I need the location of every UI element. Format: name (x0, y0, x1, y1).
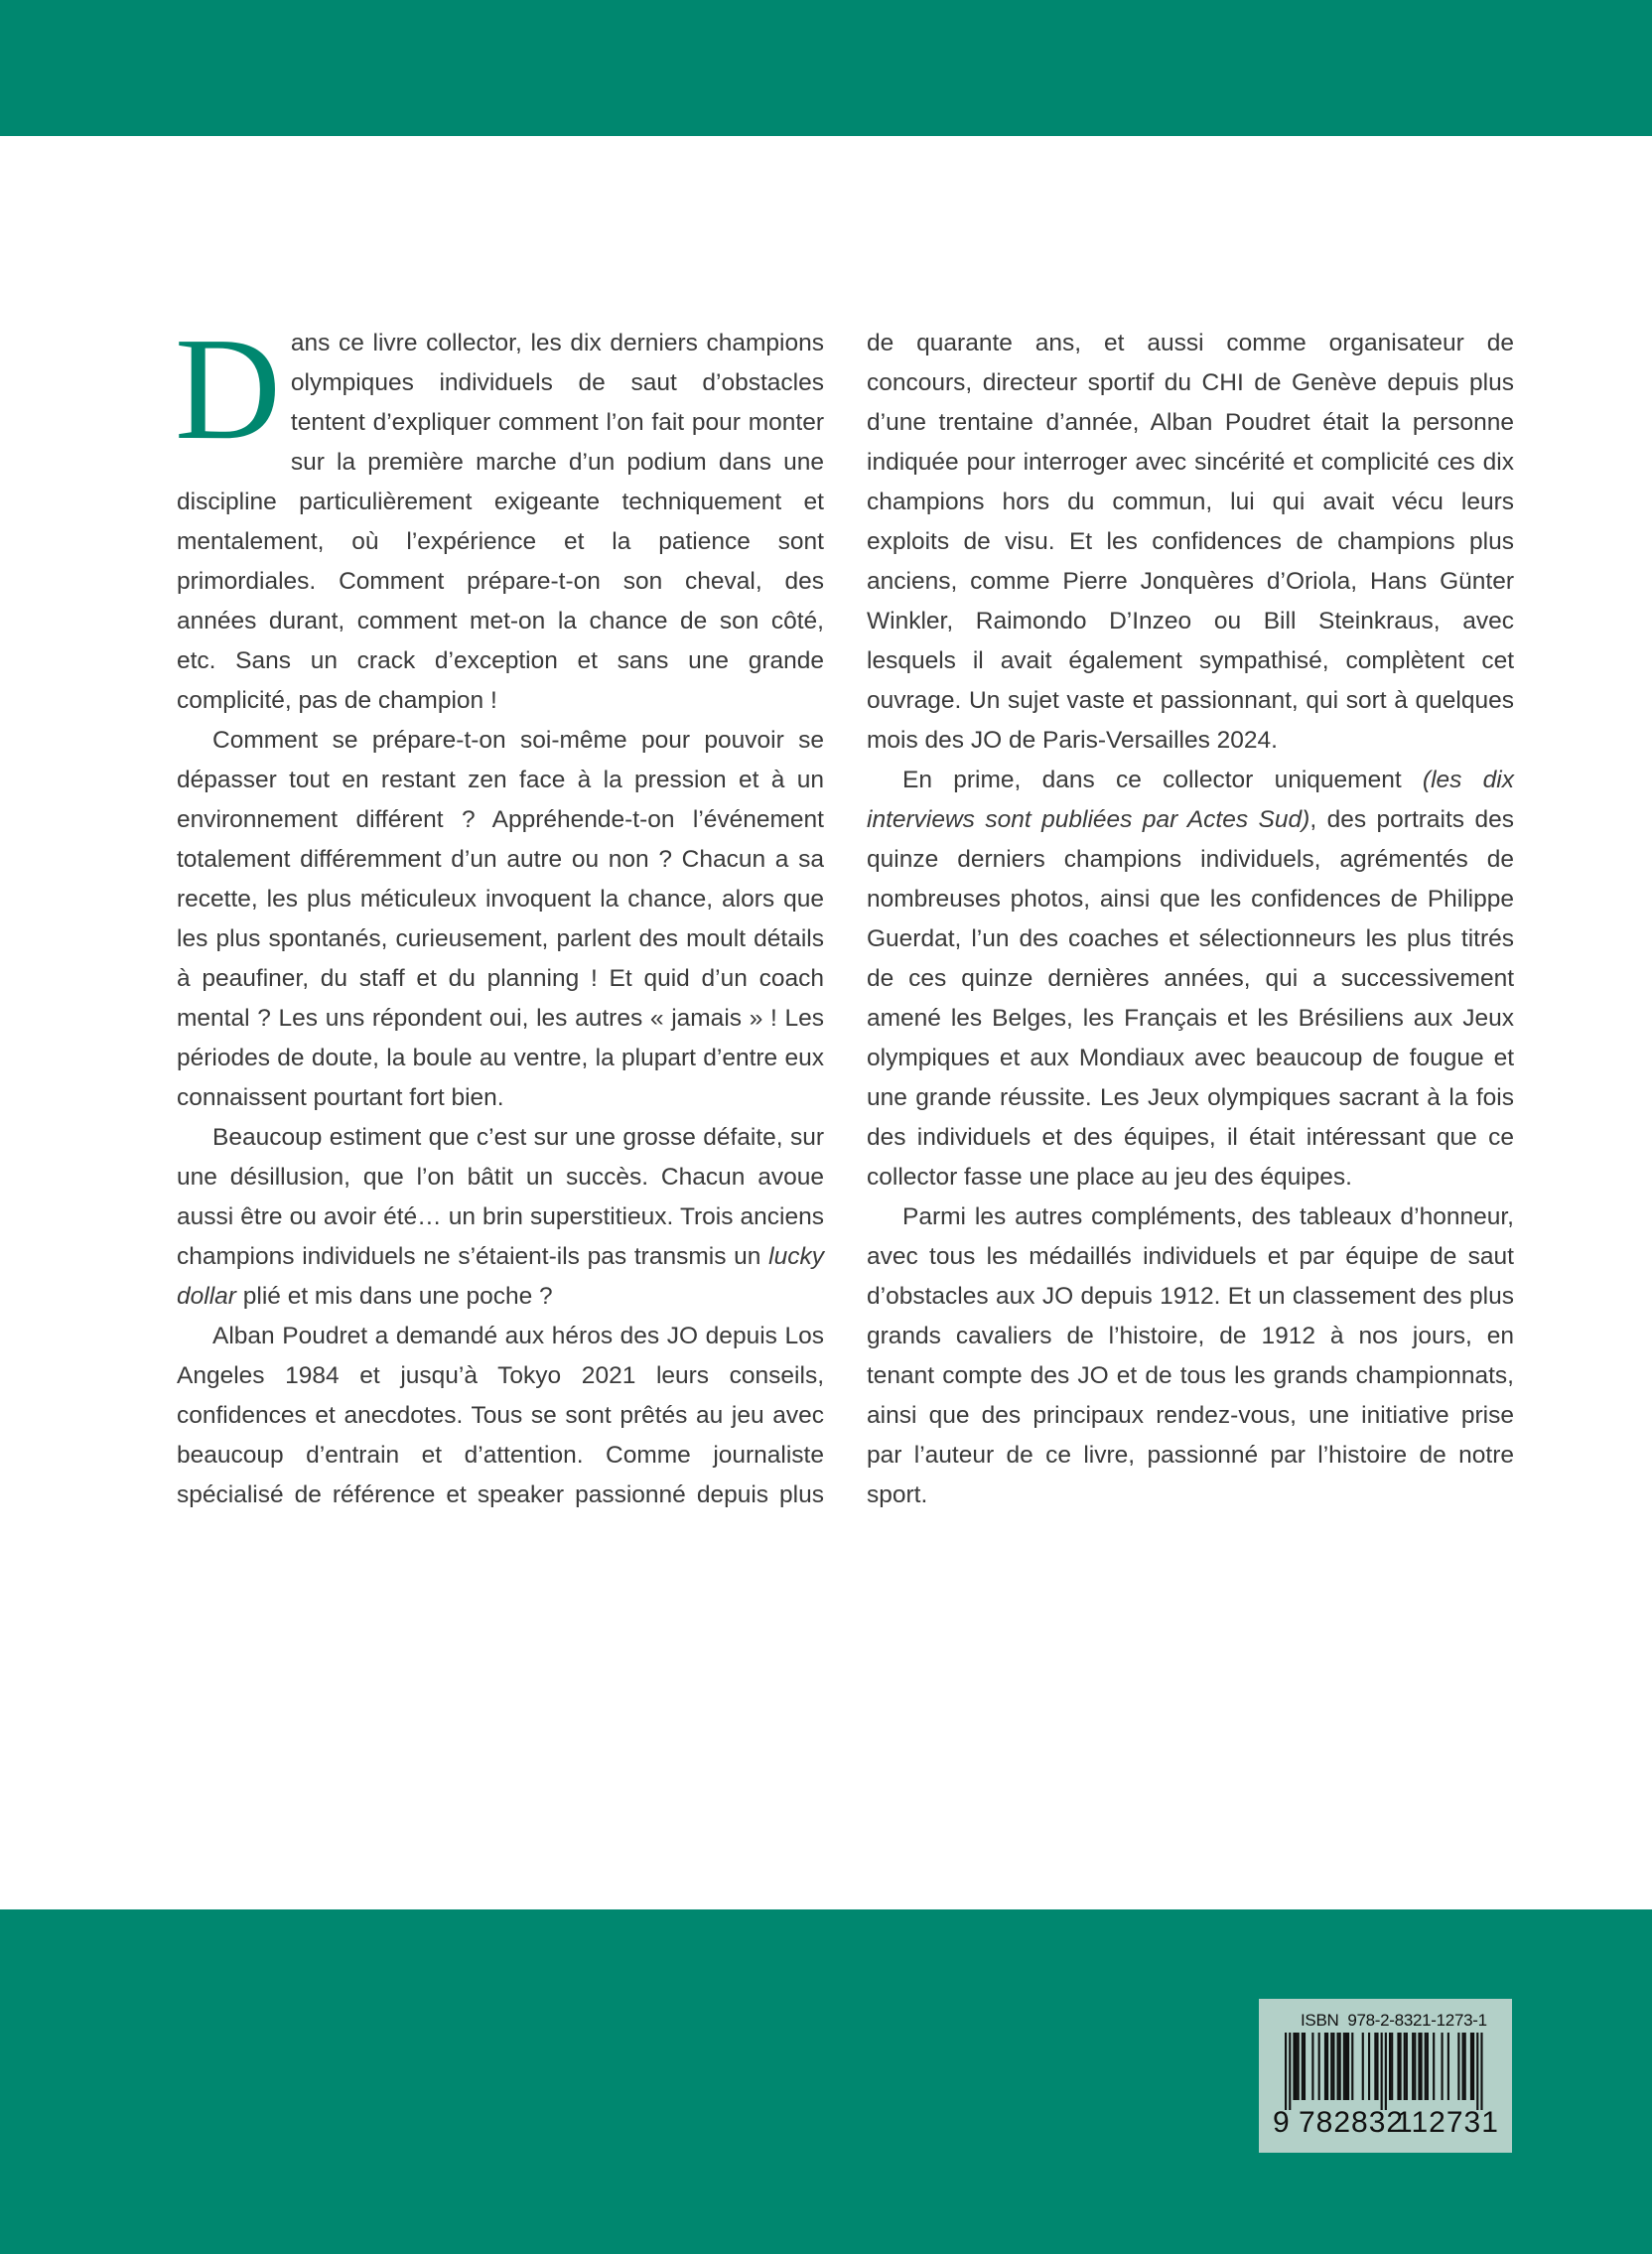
paragraph-text: ans ce livre collector, les dix derniers champions olympiques individuels de saut d’obstacles tentent d’expliquer comment l’on fait pour monter sur la première marche d’un podium dans une discipline particulièrement exigeante techniquement et mentalement, où l’expérience et la patience sont primordiales. Comment prépare-t-on son cheval, des années durant, comment met-on la chance de son côté, etc. Sans un crack d’exception et sans une grande complicité, pas de champion ! (177, 330, 824, 714)
top-color-band (0, 0, 1652, 136)
barcode-bar (1414, 2033, 1416, 2100)
barcode-bar (1339, 2033, 1341, 2100)
italic-text: (les dix interviews sont publiées par Actes Sud) (867, 767, 1514, 833)
paragraph-text: En prime, dans ce collector uniquement (902, 767, 1423, 793)
barcode-bar (1462, 2033, 1464, 2100)
barcode-bar (1376, 2033, 1378, 2100)
paragraph-text: Beaucoup estiment que c’est sur une grosse défaite, sur une désillusion, que l’on bâtit un succès. Chacun avoue aussi être ou avoir été… un brin superstitieux. Trois anciens champions individuels ne s’étaient-ils pas transmis un (177, 1124, 824, 1270)
barcode-bar (1337, 2033, 1339, 2100)
barcode-bar (1362, 2033, 1364, 2100)
paragraph-text: , des portraits des quinze derniers champions individuels, agrémentés de nombreuses photos, ainsi que les confidences de Philippe Guerdat, l’un des coaches et sélectionneurs les plus titrés de ces quinze dernières années, qui a successivement amené les Belges, les Français et les Brésiliens aux Jeux olympiques et aux Mondiaux avec beaucoup de fougue et une grande réussite. Les Jeux olympiques sacrant à la fois des individuels et des équipes, il était intéressant que ce collector fasse une place au jeu des équipes. (867, 806, 1514, 1191)
paragraph-7: Parmi les autres compléments, des tableaux d’honneur, avec tous les médaillés individuels et par équipe de saut d’obstacles aux JO depuis 1912. Et un classement des plus grands cavaliers de l’histoire, de 1912 à nos jours, en tenant compte des JO et de tous les grands championnats, ainsi que des principaux rendez-vous, une initiative prise par l’auteur de ce livre, passionné par l’histoire de notre sport. (867, 1203, 1514, 1508)
barcode-bar (1326, 2033, 1328, 2100)
isbn-left-digits: 782832 (1299, 2106, 1405, 2139)
barcode-bar (1476, 2033, 1478, 2110)
paragraph-5: de quarante ans, et aussi comme organisateur de concours, directeur sportif du CHI de Genève depuis plus d’une trentaine d’année, Alban Poudret était la personne indiquée pour interroger avec sincérité et complicité ces dix champions hors du commun, lui qui avait vécu leurs exploits de visu. Et les confidences de champions plus anciens, comme Pierre Jonquères d’Oriola, Hans Günter Winkler, Raimondo D’Inzeo ou Bill Steinkraus, avec lesquels il avait également sympathisé, complètent cet ouvrage. Un sujet vaste et passionnant, qui sort à quelques mois des JO de Paris-Versailles 2024. (867, 330, 1514, 754)
italic-text: lucky dollar (177, 1243, 824, 1310)
barcode-bar (1400, 2033, 1402, 2100)
barcode-bar (1332, 2033, 1334, 2100)
barcode-bar (1447, 2033, 1449, 2100)
barcode-bar (1318, 2033, 1320, 2100)
barcode-bar (1442, 2033, 1444, 2100)
barcode-bar (1381, 2033, 1383, 2110)
barcode-bar (1368, 2033, 1370, 2100)
barcode-bar (1427, 2033, 1429, 2100)
barcode-bar (1472, 2033, 1474, 2100)
barcode-bar (1389, 2033, 1391, 2100)
isbn-right-digits: 112731 (1396, 2106, 1499, 2139)
left-text-column (175, 308, 824, 1515)
isbn-first-digit: 9 (1273, 2106, 1291, 2139)
barcode (1285, 2033, 1495, 2110)
barcode-bar (1425, 2033, 1427, 2100)
paragraph-text: plié et mis dans une poche ? (235, 1283, 553, 1310)
barcode-bar (1347, 2033, 1349, 2100)
drop-cap: D (175, 308, 281, 471)
barcode-bar (1311, 2033, 1313, 2100)
barcode-bar (1385, 2033, 1387, 2110)
barcode-bar (1374, 2033, 1376, 2100)
barcode-bar (1412, 2033, 1414, 2100)
barcode-bar (1330, 2033, 1332, 2100)
barcode-bar (1397, 2033, 1399, 2100)
paragraph-1 (175, 308, 824, 721)
barcode-bar (1404, 2033, 1406, 2100)
paragraph-6 (867, 761, 1514, 1197)
paragraph-2: Comment se prépare-t-on soi-même pour pouvoir se dépasser tout en restant zen face à la pression et à un environnement différent ? Appréhende-t-on l’événement totalement différemment d’un autre ou non ? Chacun a sa recette, les plus méticuleux invoquent la chance, alors que les plus spontanés, curieusement, parlent des moult détails à peaufiner, du staff et du planning ! Et quid d’un coach mental ? Les uns répondent oui, les autres « jamais » ! Les périodes de doute, la boule au ventre, la plupart d’entre eux connaissent pourtant fort bien. (177, 727, 824, 1111)
barcode-bar (1324, 2033, 1326, 2100)
barcode-bar (1343, 2033, 1345, 2100)
barcode-bar (1345, 2033, 1347, 2100)
isbn-label: ISBN 978-2-8321-1273-1 (1301, 2011, 1487, 2030)
barcode-bar (1391, 2033, 1393, 2100)
barcode-bar (1457, 2033, 1459, 2100)
paragraph-3 (177, 1118, 824, 1317)
barcode-bar (1293, 2033, 1295, 2100)
barcode-bar (1421, 2033, 1423, 2100)
paragraph-4: Alban Poudret a demandé aux héros des JO depuis Los Angeles 1984 et jusqu’à Tokyo 2021 leurs conseils, confidences et anecdotes. Tous se sont prêtés au jeu avec beaucoup d’entrain et d’attention. Comme journaliste spécialisé de référence et speaker passionné depuis plus (177, 1323, 824, 1508)
barcode-bar (1470, 2033, 1472, 2100)
barcode-bar (1296, 2033, 1298, 2100)
barcode-bar (1351, 2033, 1353, 2100)
barcode-bar (1406, 2033, 1408, 2100)
barcode-bar (1285, 2033, 1287, 2110)
barcode-bar (1289, 2033, 1291, 2110)
barcode-bar (1464, 2033, 1466, 2100)
barcode-bar (1298, 2033, 1300, 2100)
barcode-bar (1480, 2033, 1482, 2110)
right-text-column (867, 324, 1514, 1515)
barcode-bar (1433, 2033, 1435, 2100)
barcode-bar (1302, 2033, 1304, 2100)
isbn-barcode-box (1259, 1999, 1512, 2153)
barcode-bar (1418, 2033, 1420, 2100)
barcode-bar (1304, 2033, 1306, 2100)
